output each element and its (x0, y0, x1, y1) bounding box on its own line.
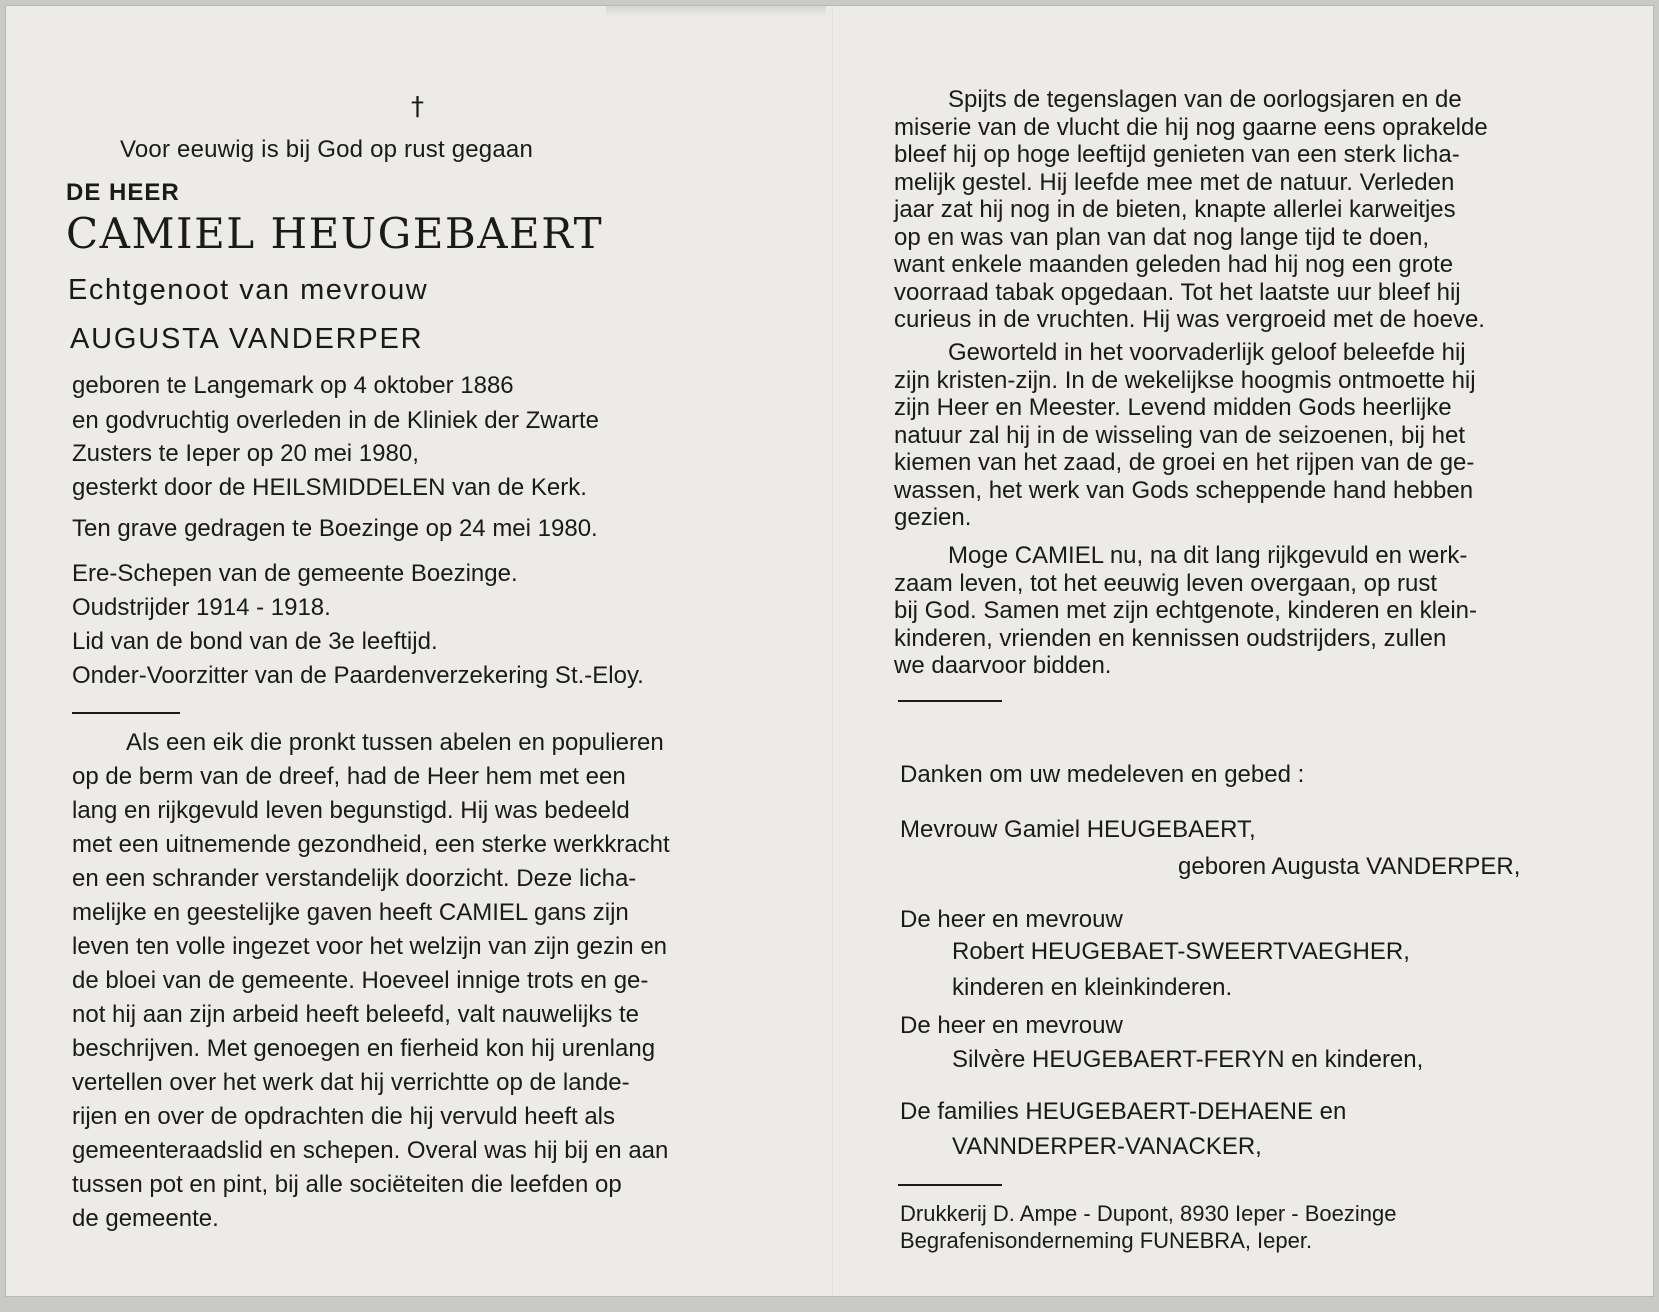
paragraph-line: voorraad tabak opgedaan. Tot het laatste uur bleef hij (894, 278, 1461, 306)
divider (898, 700, 1002, 702)
center-fold (832, 6, 834, 1296)
paragraph-line: met een uitnemende gezondheid, een sterke werkkracht (72, 831, 670, 858)
spouse-label: Echtgenoot van mevrouw (68, 274, 429, 306)
paragraph-line: zaam leven, tot het eeuwig leven overgaan, op rust (894, 569, 1437, 597)
paragraph-prayer (894, 542, 1594, 680)
paragraph-line: zijn Heer en Meester. Levend midden Gods heerlijke (894, 394, 1452, 421)
paragraph-line: miserie van de vlucht die hij nog gaarne eens oprakelde (894, 113, 1488, 141)
paragraph-line: en een schrander verstandelijk doorzicht. Deze licha- (72, 865, 637, 892)
thanks-line: Danken om uw medeleven en gebed : (900, 761, 1305, 788)
intro-line: Voor eeuwig is bij God op rust gegaan (120, 136, 533, 163)
family-line: kinderen en kleinkinderen. (952, 974, 1233, 1001)
paragraph-line: op en was van plan van dat nog lange tijd te doen, (894, 223, 1430, 251)
paragraph-line: de gemeente. (72, 1205, 219, 1232)
paragraph-line: vertellen over het werk dat hij verrichtte op de lande- (72, 1069, 630, 1096)
paragraph-war-years (894, 86, 1594, 334)
paragraph-line: leven ten volle ingezet voor het welzijn van zijn gezin en (72, 933, 668, 960)
paragraph-line: beschrijven. Met genoegen en fierheid kon hij urenlang (72, 1035, 656, 1062)
paragraph-line: natuur zal hij in de wisseling van de seizoenen, bij het (894, 421, 1466, 449)
paragraph-line: de bloei van de gemeente. Hoeveel innige trots en ge- (72, 967, 649, 994)
card-crease (606, 6, 826, 16)
paragraph-line: bleef hij op hoge leeftijd genieten van een sterk licha- (894, 141, 1460, 168)
paragraph-line: jaar zat hij nog in de bieten, knapte allerlei karweitjes (894, 196, 1456, 223)
paragraph-line: wassen, het werk van Gods scheppende hand hebben (894, 476, 1474, 504)
memorial-card (6, 6, 1653, 1296)
paragraph-line: tussen pot en pint, bij alle sociëteiten die leefden op (72, 1171, 622, 1198)
paragraph-line: Als een eik die pronkt tussen abelen en populieren (126, 729, 664, 756)
family-line: Mevrouw Gamiel HEUGEBAERT, (900, 816, 1256, 843)
paragraph-line: kinderen, vrienden en kennissen oudstrijders, zullen (894, 624, 1447, 652)
title-de-heer: DE HEER (66, 179, 180, 206)
paragraph-line: op de berm van de dreef, had de Heer hem met een (72, 763, 626, 790)
divider (72, 712, 180, 714)
paragraph-line: we daarvoor bidden. (894, 652, 1112, 679)
fact-line: Zusters te Ieper op 20 mei 1980, (72, 440, 419, 467)
family-line: Robert HEUGEBAET-SWEERTVAEGHER, (952, 938, 1410, 965)
paragraph-line: lang en rijkgevuld leven begunstigd. Hij was bedeeld (72, 797, 630, 824)
paragraph-line: gezien. (894, 504, 972, 531)
family-line: geboren Augusta VANDERPER, (1178, 853, 1521, 880)
paragraph-line: zijn kristen-zijn. In de wekelijkse hoogmis ontmoette hij (894, 366, 1476, 394)
paragraph-line: want enkele maanden geleden had hij nog een grote (894, 251, 1454, 278)
spouse-name: AUGUSTA VANDERPER (70, 323, 424, 355)
divider (898, 1184, 1002, 1186)
fact-line: Onder-Voorzitter van de Paardenverzekering St.-Eloy. (72, 662, 644, 689)
paragraph-line: bij God. Samen met zijn echtgenote, kinderen en klein- (894, 597, 1477, 624)
family-line: De heer en mevrouw (900, 906, 1123, 933)
fact-line: geboren te Langemark op 4 oktober 1886 (72, 372, 514, 399)
paragraph-line: not hij aan zijn arbeid heeft beleefd, valt nauwelijks te (72, 1001, 640, 1028)
paragraph-line: melijke en geestelijke gaven heeft CAMIEL gans zijn (72, 899, 629, 926)
fact-line: Ten grave gedragen te Boezinge op 24 mei 1980. (72, 515, 598, 542)
paragraph-line: Geworteld in het voorvaderlijk geloof beleefde hij (948, 339, 1466, 366)
deceased-name: CAMIEL HEUGEBAERT (66, 209, 604, 258)
paragraph-line: rijen en over de opdrachten die hij vervuld heeft als (72, 1103, 615, 1130)
paragraph-line: Moge CAMIEL nu, na dit lang rijkgevuld en werk- (948, 542, 1468, 569)
fact-line: Ere-Schepen van de gemeente Boezinge. (72, 560, 518, 587)
printer-line: Begrafenisonderneming FUNEBRA, Ieper. (900, 1228, 1313, 1253)
tribute-paragraph (72, 726, 772, 1236)
fact-line: en godvruchtig overleden in de Kliniek der Zwarte (72, 407, 599, 434)
family-line: VANNDERPER-VANACKER, (952, 1133, 1262, 1160)
paragraph-line: gemeenteraadslid en schepen. Overal was hij bij en aan (72, 1137, 669, 1164)
family-line: Silvère HEUGEBAERT-FERYN en kinderen, (952, 1046, 1424, 1073)
family-line: De heer en mevrouw (900, 1012, 1123, 1039)
printer-line: Drukkerij D. Ampe - Dupont, 8930 Ieper - Boezinge (900, 1201, 1397, 1226)
family-line: De families HEUGEBAERT-DEHAENE en (900, 1098, 1347, 1125)
paragraph-line: melijk gestel. Hij leefde mee met de natuur. Verleden (894, 168, 1455, 196)
cross-icon: † (411, 92, 424, 122)
paragraph-line: Spijts de tegenslagen van de oorlogsjaren en de (948, 86, 1462, 113)
paragraph-faith (894, 339, 1594, 532)
fact-line: gesterkt door de HEILSMIDDELEN van de Kerk. (72, 474, 587, 501)
paragraph-line: curieus in de vruchten. Hij was vergroeid met de hoeve. (894, 306, 1485, 333)
fact-line: Oudstrijder 1914 - 1918. (72, 594, 331, 621)
paragraph-line: kiemen van het zaad, de groei en het rijpen van de ge- (894, 449, 1475, 476)
fact-line: Lid van de bond van de 3e leeftijd. (72, 628, 438, 655)
